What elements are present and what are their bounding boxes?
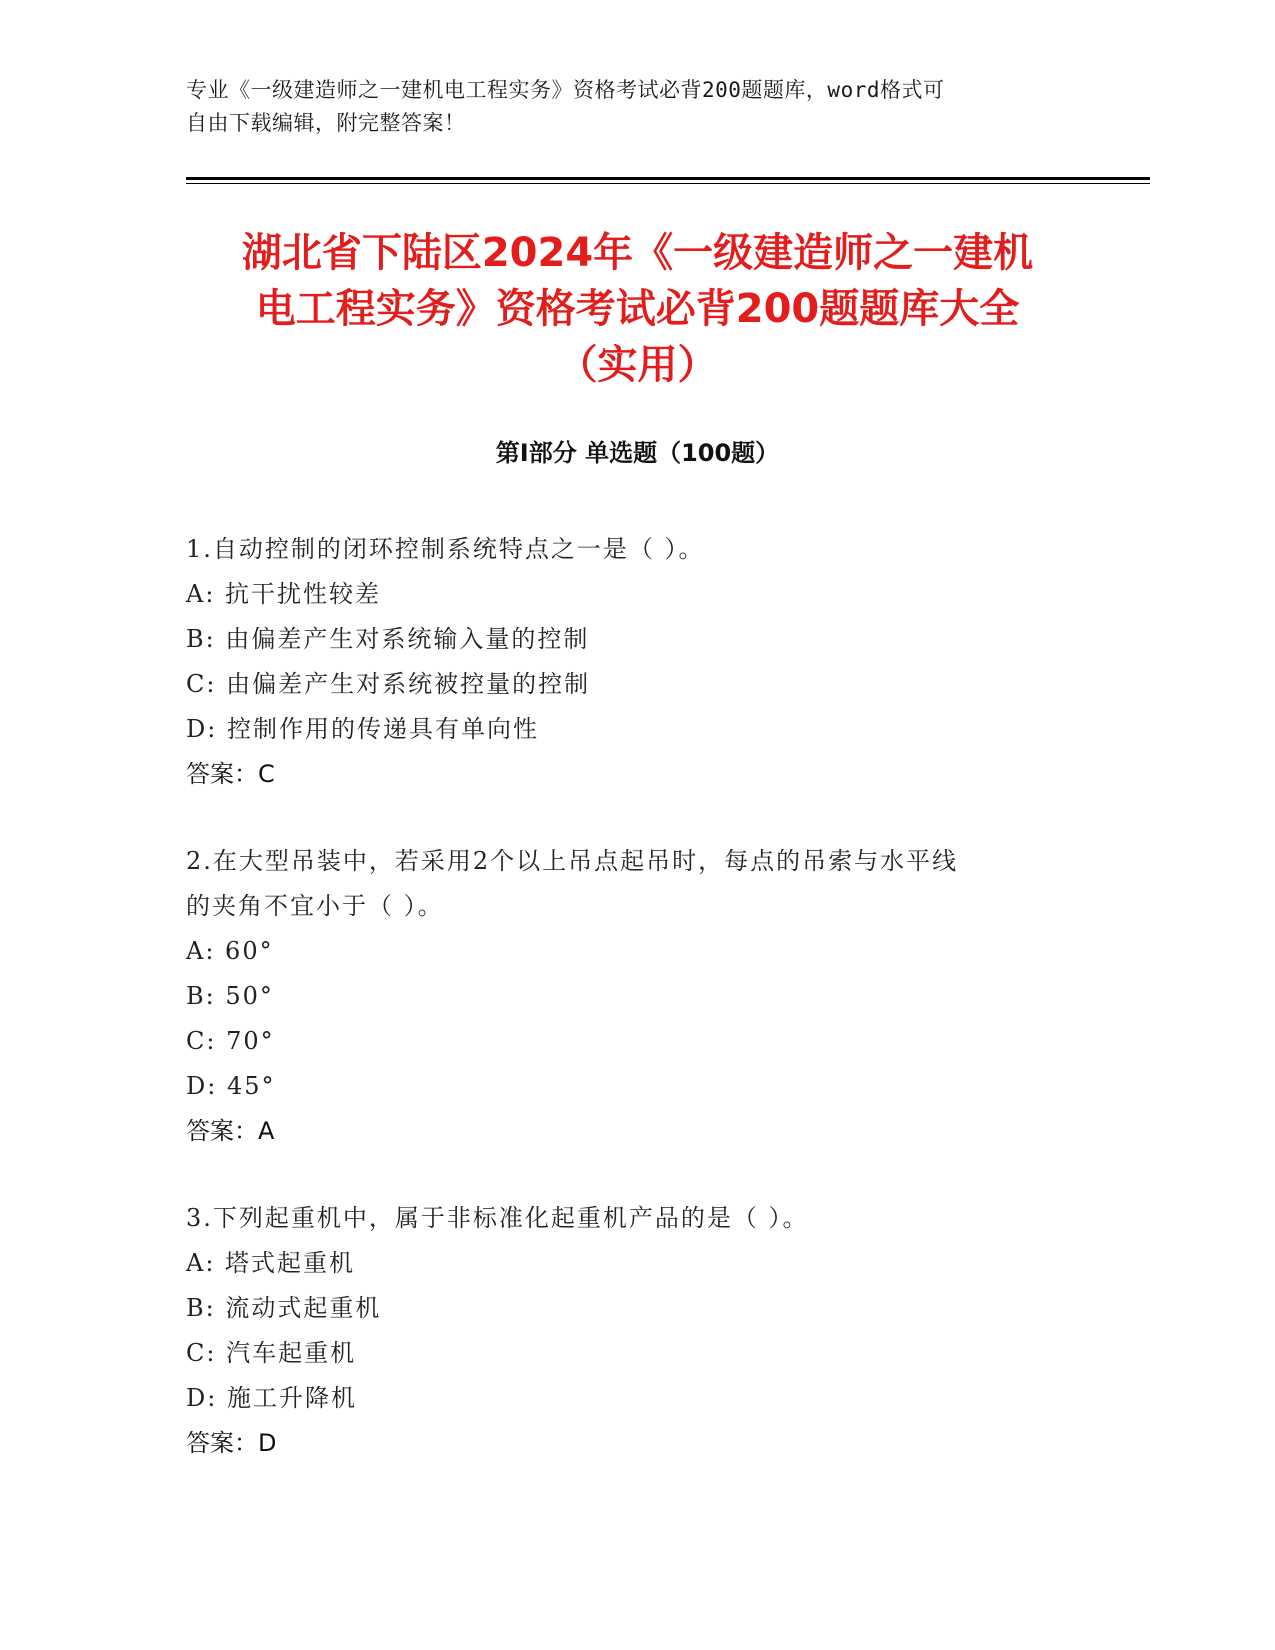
- question-text-continued: 的夹角不宜小于（ ）。: [186, 892, 444, 920]
- option-c: C: 由偏差产生对系统被控量的控制: [186, 670, 591, 698]
- option-a: A: 60°: [186, 937, 274, 965]
- question-2: [186, 839, 1086, 1154]
- option-b: B: 流动式起重机: [186, 1294, 382, 1322]
- option-a: A: 抗干扰性较差: [186, 580, 382, 608]
- question-list: [186, 527, 1086, 1508]
- option-b: B: 50°: [186, 982, 274, 1010]
- header-divider-thin: [186, 183, 1150, 184]
- option-c: C: 汽车起重机: [186, 1339, 357, 1367]
- section-heading: 第Ⅰ部分 单选题（100题）: [495, 439, 780, 467]
- option-c: C: 70°: [186, 1027, 275, 1055]
- document-title-line-2: 电工程实务》资格考试必背200题题库大全: [255, 286, 1020, 332]
- question-1: [186, 527, 1086, 797]
- question-3: [186, 1196, 1086, 1466]
- answer: 答案：D: [186, 1429, 277, 1457]
- document-title-line-3: （实用）: [557, 342, 718, 388]
- answer: 答案：C: [186, 760, 275, 788]
- header-divider-thick: [186, 177, 1150, 180]
- header-note: [186, 74, 1086, 140]
- header-note-line-2: 自由下载编辑，附完整答案！: [186, 111, 466, 135]
- header-note-line-1: 专业《一级建造师之一建机电工程实务》资格考试必背200题题库，word格式可: [186, 78, 945, 102]
- option-b: B: 由偏差产生对系统输入量的控制: [186, 625, 590, 653]
- question-text: 3.下列起重机中，属于非标准化起重机产品的是（ ）。: [186, 1204, 809, 1232]
- option-a: A: 塔式起重机: [186, 1249, 356, 1277]
- option-d: D: 施工升降机: [186, 1384, 357, 1412]
- question-text: 1.自动控制的闭环控制系统特点之一是（ ）。: [186, 535, 705, 563]
- option-d: D: 45°: [186, 1072, 276, 1100]
- document-title-line-1: 湖北省下陆区2024年《一级建造师之一建机: [241, 230, 1034, 276]
- answer: 答案：A: [186, 1117, 275, 1145]
- document-title: [150, 225, 1125, 393]
- option-d: D: 控制作用的传递具有单向性: [186, 715, 539, 743]
- question-text: 2.在大型吊装中，若采用2个以上吊点起吊时，每点的吊索与水平线: [186, 847, 959, 875]
